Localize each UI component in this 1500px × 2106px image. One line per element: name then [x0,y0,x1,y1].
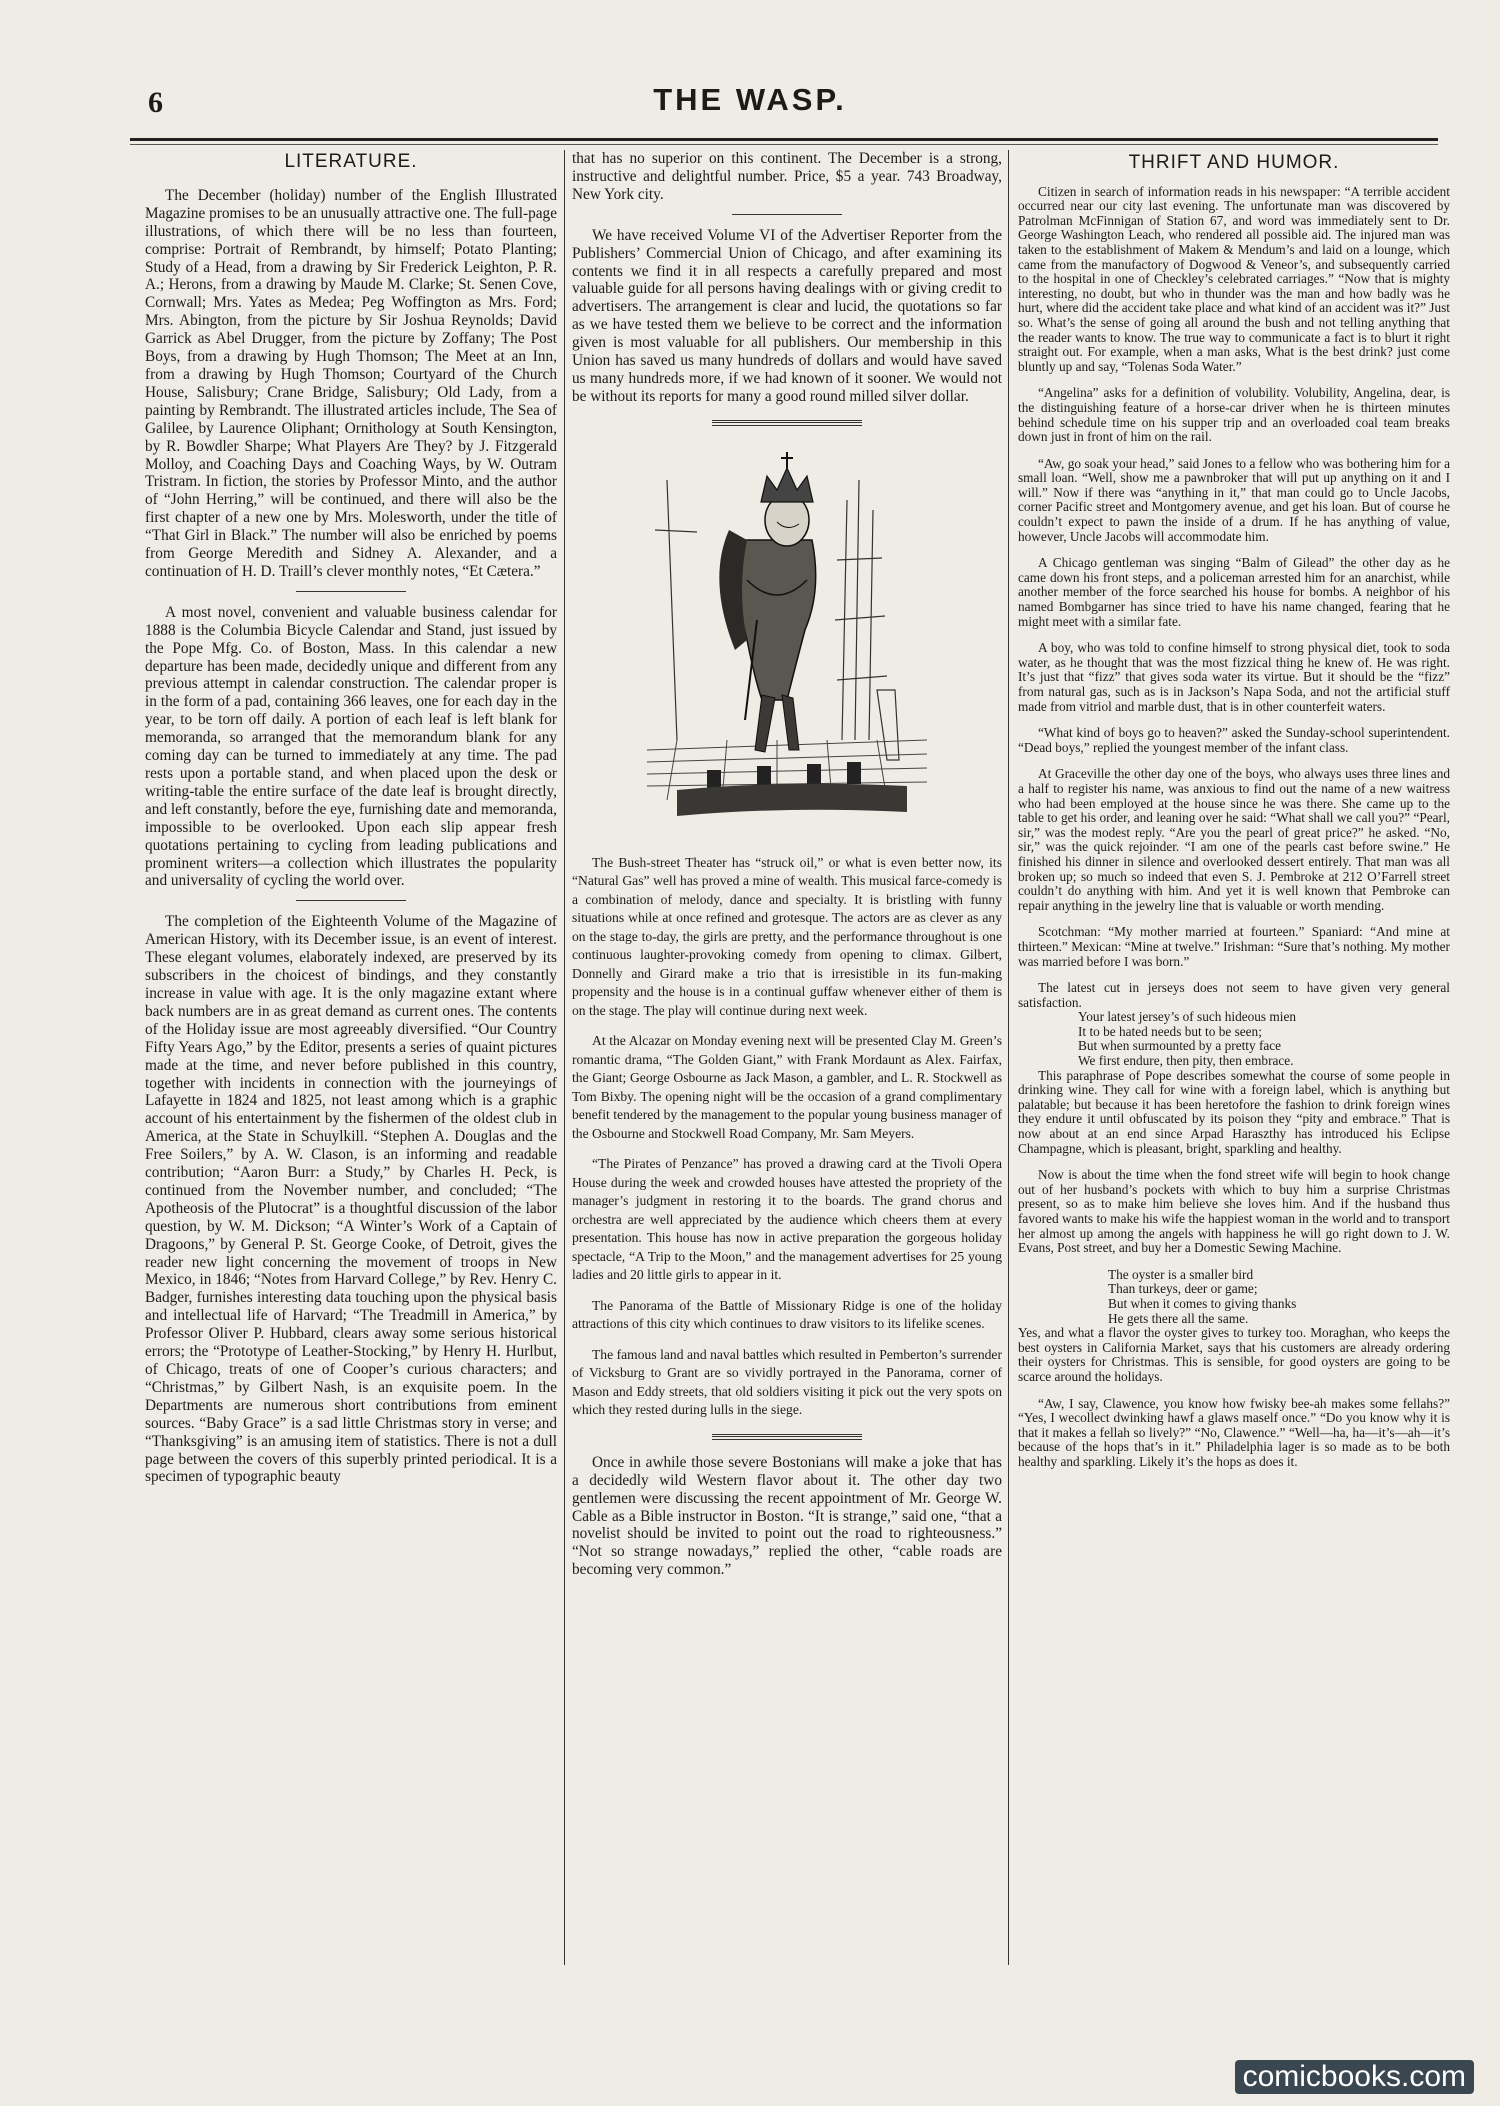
thrift-humor-heading: THRIFT AND HUMOR. [1128,152,1340,173]
masthead-title: THE WASP. [653,82,847,117]
article-paragraph: The December (holiday) number of the English Illustrated Magazine promises to be an unusually attractive one. The full-page illustrations, of which there will be no less than fourteen, comprise: Portrait of Rembrandt, by himself; Potato Planting; Study of a Head, from a drawing by Sir Frederick Leighton, P. R. A.; Herons, from a drawing by Maude M. Clarke; St. Senen Cove, Cornwall; Mrs. Yates as Medea; Peg Woffington as Mrs. Ford; Mrs. Abington, from the picture by Sir Joshua Reynolds; David Garrick as Abel Drugger, from the picture by Zoffany; The Post Boys, from a drawing by Hugh Thomson; The Meet at an Inn, from a drawing by Hugh Thomson; Courtyard of the Church House, Salisbury; Crane Bridge, Salisbury; Old Lady, from a painting by Rembrandt. The illustrated articles include, The Sea of Galilee, by Laurence Oliphant; Ornithology at South Kensington, by R. Bowdler Sharpe; What Players Are They? by J. Fitzgerald Molloy, and Coaching Days and Coaching Ways, by W. Outram Tristram. In fiction, the stories by Professor Minto, and the author of “John Herring,” will be continued, and there will also be the first chapter of a new one by Mrs. Molesworth, under the title of “That Girl in Black.” The number will also be enriched by poems from George Meredith and Sidney A. Alexander, and a continuation of H. D. Traill’s clever monthly notes, “Et Cætera.” [145,186,557,580]
verse-line: We first endure, then pity, then embrace. [1078,1053,1294,1069]
humor-paragraph: Citizen in search of information reads in his newspaper: “A terrible accident occurred near our city last evening. The unfortunate man was discovered by Patrolman McFinnigan of Station 67, and word was immediately sent to Dr. George Washington Leach, who rendered all possible aid. The injured man was taken to the establishment of Makem & Mendum’s and laid on a lounge, which came from the manufactory of Dogwood & Veneor’s, and subsequently carried to the hospital in one of Checkley’s celebrated carriages.” “Now that is mighty interesting, no doubt, but who in thunder was the man and how badly was he hurt, where did the accident take place and what kind of an accident was it?” Just so. What’s the sense of going all around the bush and not telling anything that the reader wants to know. The true way to communicate a fact is to blurt it right straight out. For example, when a man asks, What is the best drink? just come bluntly up and say, “Tolenas Soda Water.” [1018,183,1450,374]
theater-paragraph: The Panorama of the Battle of Missionary Ridge is one of the holiday attractions of this city which continues to draw visitors to its lifelike scenes. [572,1297,1002,1332]
humor-paragraph: Scotchman: “My mother married at fourteen.” Spaniard: “And mine at thirteen.” Mexican: “Mine at twelve.” Irishman: “Sure that’s nothing. My mother was married before I was born.” [1018,924,1450,969]
humor-paragraph: A boy, who was told to confine himself to strong physical diet, took to soda water, as he thought that was the most fizzical thing he knew of. He was right. It’s just that “fizz” that gives soda water its virtue. But it should be the “fizz” from natural gas, such as is in Jackson’s Napa Soda, and not the artificial stuff made from vitriol and marble dust, that is in other counterfeit waters. [1018,640,1450,714]
humor-paragraph: “Aw, go soak your head,” said Jones to a fellow who was bothering him for a small loan. “Well, show me a pawnbroker that will put up anything on it and I will.” Now if there was “anything in it,” that man could go to Uncle Jacobs, corner Pacific street and Montgomery avenue, and get his loan. But of course he couldn’t expect to pawn the inside of a drum. If he has anything of value, however, Uncle Jacobs will accommodate him. [1018,455,1450,544]
humor-paragraph: A Chicago gentleman was singing “Balm of Gilead” the other day as he came down his front steps, and a policeman arrested him for an anarchist, while another member of the force searched his house for bombs. A neighbor of his named Bombgarner has since tried to have his name changed, fearing that he might meet with a similar fate. [1018,555,1450,629]
separator-rule [732,214,842,215]
literature-heading: LITERATURE. [284,151,418,172]
verse-line: Than turkeys, deer or game; [1108,1281,1258,1297]
theater-paragraph: “The Pirates of Penzance” has proved a drawing card at the Tivoli Opera House during the week and crowded houses have attested the propriety of the manager’s judgment in restoring it to the boards. The grand chorus and orchestra are well appreciated by the audience which cheers them at every presentation. This house has now in active preparation the gorgeous holiday spectacle, “A Trip to the Moon,” and the management advertises for 25 young ladies and 20 little girls to appear in it. [572,1156,1002,1283]
humor-paragraph: At Graceville the other day one of the boys, who always uses three lines and a half to register his name, was anxious to find out the name of a new waitress who had been employed at the house since he was there. She came up to the table to get his order, and leaning over he said: “What shall we call you?” “Pearl, sir,” was the modest reply. “Are you the pearl of great price?” he asked. “No, sir,” was the quick rejoinder. “I am one of the pearls cast before swine.” He finished his dinner in silence and overlooked dessert entirely. That man was all broken up; so much so indeed that even S. J. Pembroke at 212 O’Farrell street couldn’t do anything with him. And yet it is well known that Pembroke can repair anything in the jewelry line that is valuable or worth mending. [1018,766,1450,913]
header-rule [130,138,1438,141]
column-divider [564,150,565,1965]
header-rule-thin [130,144,1438,145]
humor-paragraph: Now is about the time when the fond street wife will begin to hook change out of her husband’s pockets with which to buy him a surprise Christmas present, so as to make him believe she loves him. And if the husband thus favored wants to make his wife the happiest woman in the world and to transport her almost up among the angels with happiness he will go right down to J. W. Evans, Post street, and buy her a Domestic Sewing Machine. [1018,1167,1450,1256]
column-literature [145,150,557,1486]
king-cartoon-illustration [637,440,937,840]
theater-paragraph: The famous land and naval battles which resulted in Pemberton’s surrender of Vicksburg to Grant are so vividly portrayed in the Panorama, corner of Mason and Eddy streets, that old soldiers visiting it pick out the very spots on which they rested during lulls in the siege. [572,1346,1002,1418]
humor-paragraph: “What kind of boys go to heaven?” asked the Sunday-school superintendent. “Dead boys,” replied the youngest member of the infant class. [1018,725,1450,755]
article-paragraph: We have received Volume VI of the Advertiser Reporter from the Publishers’ Commercial Union of Chicago, and after examining its contents we find it in all respects a carefully prepared and most valuable guide for all persons having dealings with or giving credit to advertisers. The arrangement is clear and lucid, the quotations so far as we have tested them we believe to be correct and the information given is most valuable for all publishers. Our membership in this Union has saved us many hundreds of dollars and would have saved us many hundreds more, if we had known of it sooner. We would not be without its reports for many a good round milled silver dollar. [572,226,1002,405]
column-thrift-humor [1018,150,1450,1470]
double-rule [712,420,862,426]
separator-rule [296,900,406,901]
article-paragraph: The completion of the Eighteenth Volume of the Magazine of American History, with its December issue, is an event of interest. These elegant volumes, elaborately indexed, are preserved by its subscribers in the choicest of bindings, and they constantly increase in value with age. It is the only magazine extant where back numbers are in as great demand as current ones. The contents of the Holiday issue are most agreeably diversified. “Our Country Fifty Years Ago,” by the Editor, presents a series of quaint pictures made at the time, and never before published in this country, together with incidents in connection with the journeyings of Lafayette in 1824 and 1825, not least among which is a graphic account of his entertainment by the fishermen of the oldest club in America, at the State in Schuylkill. “Stephen A. Douglas and the Free Soilers,” by A. W. Clason, is an informing and readable contribution; “Aaron Burr: a Study,” by Charles H. Peck, is continued from the November number, and concluded; “The Apotheosis of the Plutocrat” is a thoughtful discussion of the labor question, by W. M. Dickson; “A Winter’s Work of a Captain of Dragoons,” by General P. St. George Cooke, of Detroit, gives the reader new light concerning the movement of troops in New Mexico, in 1846; “Notes from Harvard College,” by Rev. Henry C. Badger, furnishes interesting data touching upon the physical basis and intellectual life of Harvard; “The Treadmill in America,” by Professor Oliver P. Hubbard, clears away some serious historical errors; the “Prototype of Leather-Stocking,” by Henry H. Hurlbut, of Chicago, treats of one of Cooper’s curious characters; and “Christmas,” by Gilbert Nash, is an exquisite poem. In the Departments are numerous short contributions from eminent sources. “Baby Grace” is a sad little Christmas story in verse; and “Thanksgiving” is an amusing item of statistics. There is not a dull page between the covers of this superbly printed periodical. It is a specimen of typographic beauty [145,913,557,1486]
page-number: 6 [148,86,163,119]
humor-paragraph: The latest cut in jerseys does not seem to have given very general satisfaction. [1018,980,1450,1010]
humor-paragraph: “Angelina” asks for a definition of volubility. Volubility, Angelina, dear, is the distinguishing feature of a horse-car driver when he is thirteen minutes behind schedule time on his supper trip and an overloaded coal team breaks down just in front of him on the rail. [1018,385,1450,445]
theater-paragraph: The Bush-street Theater has “struck oil,” or what is even better now, its “Natural Gas” well has proved a mine of wealth. This musical farce-comedy is a combination of melody, dance and specialty. It is bristling with funny situations while at once refined and grotesque. The actors are as clever as any on the stage to-day, the girls are pretty, and the performance throughout is one continuous laughter-provoking comedy from opening to climax. Gilbert, Donnelly and Girard make a trio that is irresistible in its fun-making propensity and the house is in a continual guffaw whenever either of them is on the stage. The play will continue during next week. [572,854,1002,1018]
article-paragraph: A most novel, convenient and valuable business calendar for 1888 is the Columbia Bicycle Calendar and Stand, just issued by the Pope Mfg. Co. of Boston, Mass. In this calendar a new departure has been made, decidedly unique and different from any previous attempt in calendar construction. The calendar proper is in the form of a pad, containing 366 leaves, one for each day in the year, to be torn off daily. A portion of each leaf is left blank for memoranda, so arranged that the memorandum blank for any coming day can be turned to immediately at any time. The pad rests upon a portable stand, and when placed upon the desk or writing-table the entire surface of the date leaf is brought directly, and left constantly, before the eye, furnishing date and memoranda, impossible to be overlooked. Upon each slip appear fresh quotations pertaining to cycling from leading publications and prominent writers—a collection which illustrates the popularity and universality of cycling the world over. [145,603,557,890]
column-divider [1008,150,1009,1965]
verse-line: But when surmounted by a pretty face [1078,1038,1282,1054]
separator-rule [296,591,406,592]
verse-line: He gets there all the same. [1108,1310,1249,1326]
theater-paragraph: At the Alcazar on Monday evening next will be presented Clay M. Green’s romantic drama, “The Golden Giant,” with Frank Mordaunt as Alex. Fairfax, the Giant; George Osbourne as Jack Mason, a gambler, and L. R. Stockwell as Tom Bixby. The opening night will be the occasion of a grand complimentary benefit tendered by the management to the popular young business manager of the Osbourne and Stockwell Road Company, Mr. Sam Meyers. [572,1033,1002,1141]
watermark-logo: comicbooks.com [1235,2060,1474,2094]
humor-paragraph: Yes, and what a flavor the oyster gives to turkey too. Moraghan, who keeps the best oysters in California Market, says that his customers are already ordering their oysters for Christmas. This is sensible, for good oysters are going to be scarce around the holidays. [1018,1325,1450,1384]
column-middle [572,150,1002,1579]
verse-line: The oyster is a smaller bird [1108,1266,1254,1282]
verse-line: It to be hated needs but to be seen; [1078,1023,1262,1039]
article-paragraph: that has no superior on this continent. The December is a strong, instructive and delightful number. Price, $5 a year. 743 Broadway, New York city. [572,150,1002,203]
double-rule [712,1434,862,1440]
article-paragraph: Once in awhile those severe Bostonians will make a joke that has a decidedly wild Western flavor about it. The other day two gentlemen were discussing the recent appointment of Mr. George W. Cable as a Bible instructor in Boston. “It is strange,” said one, “that a novelist should be invited to point out the road to righteousness.” “Not so strange nowadays,” replied the other, “cable roads are becoming very common.” [572,1453,1002,1579]
verse-line: Your latest jersey’s of such hideous mien [1078,1009,1297,1025]
humor-paragraph: This paraphrase of Pope describes somewhat the course of some people in drinking wine. They call for wine with a foreign label, which is anything but palatable; but because it has been heretofore the fashion to drink foreign wines they endure it until obfuscated by its poison they “pity and embrace.” That is now about at an end since Arpad Haraszthy has introduced his Eclipse Champagne, which is pleasant, bright, sparkling and healthy. [1018,1067,1450,1156]
humor-paragraph: “Aw, I say, Clawence, you know how fwisky bee-ah makes some fellahs?” “Yes, I wecollect dwinking hawf a glaws maself once.” “Do you know why it is that it makes a fellah so lively?” “No, Clawence.” “Well—ha, ha—it’s—ah—it’s because of the hops that’s in it.” Philadelphia lager is so made as to be both healthy and sparkling. Likely it’s the hops as does it. [1018,1395,1450,1469]
verse-line: But when it comes to giving thanks [1108,1295,1297,1311]
